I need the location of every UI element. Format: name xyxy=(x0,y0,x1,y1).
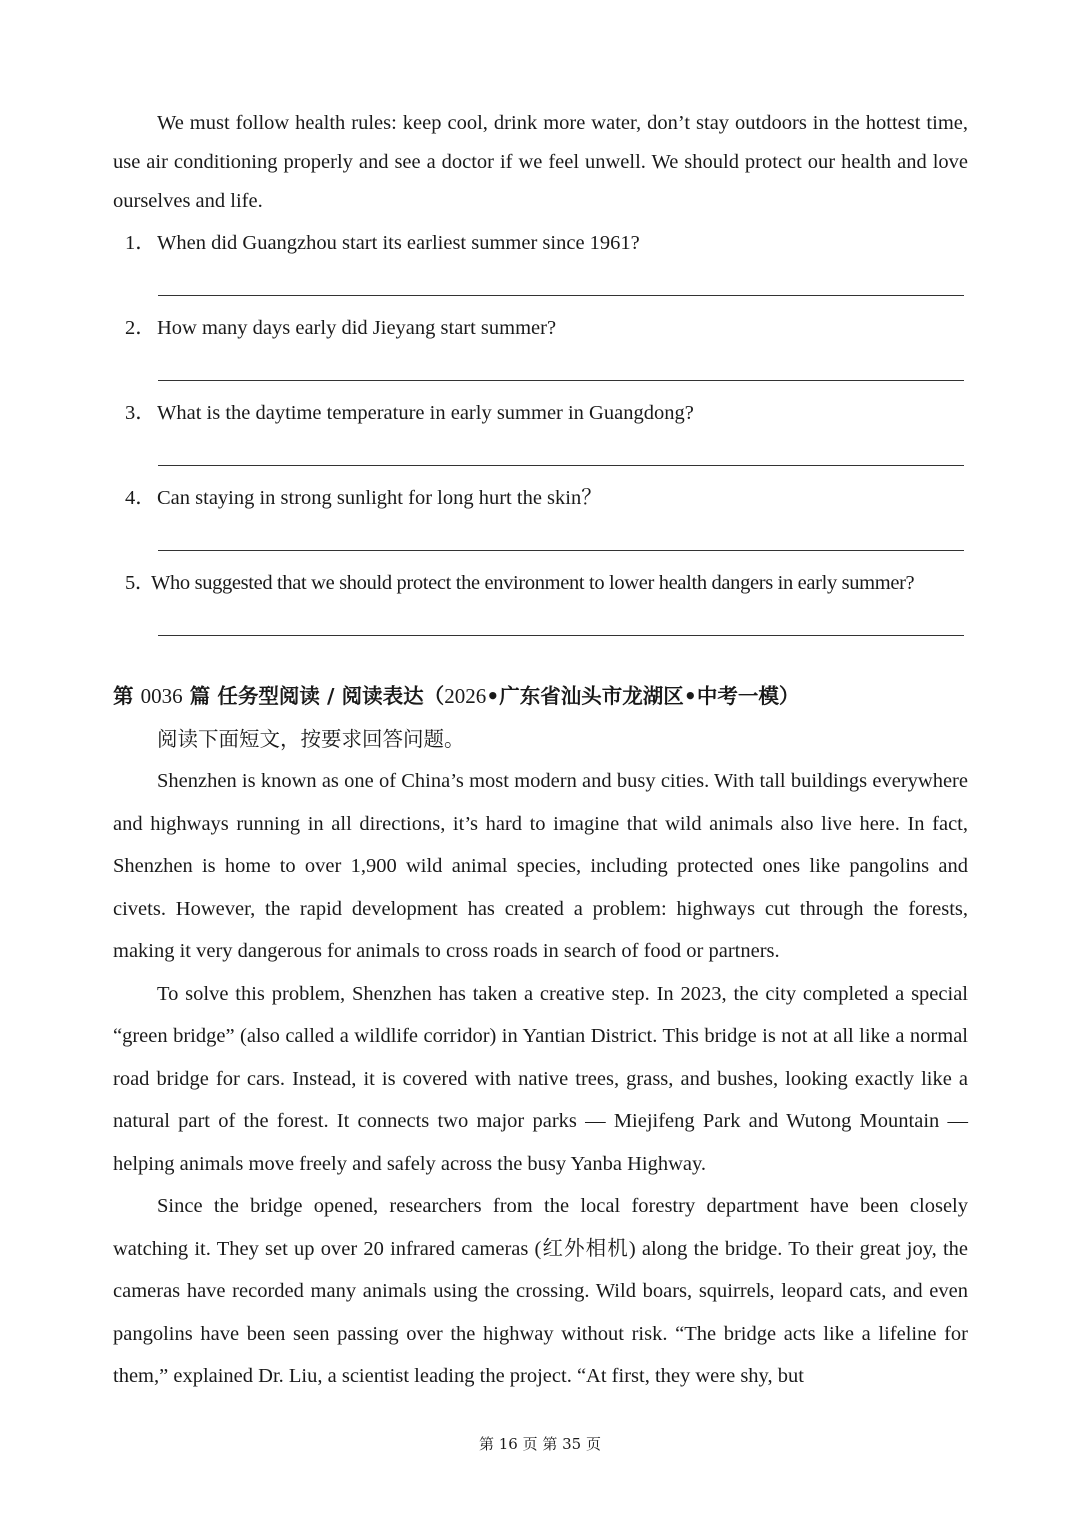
answer-line-1[interactable] xyxy=(158,295,964,296)
question-5 xyxy=(125,568,914,598)
answer-line-5[interactable] xyxy=(158,635,964,636)
answer-line-2[interactable] xyxy=(158,380,964,381)
question-4 xyxy=(125,483,602,513)
question-number: 4． xyxy=(125,487,156,509)
question-1 xyxy=(125,228,640,258)
heading-prefix: 第 xyxy=(113,684,134,708)
question-2 xyxy=(125,313,556,343)
intro-paragraph: We must follow health rules: keep cool, drink more water, don’t stay outdoors in the hottest time, use air conditioning properly and see a doctor if we feel unwell. We should protect our health and love ourselves and life. xyxy=(113,112,968,212)
heading-rest: 篇 任务型阅读 / 阅读表达（ xyxy=(189,684,445,708)
question-number: 5． xyxy=(125,572,156,594)
question-number: 3． xyxy=(125,402,156,424)
passage-paragraph-2: To solve this problem, Shenzhen has taken a creative step. In 2023, the city completed a special “green bridge” (also called a wildlife corridor) in Yantian District. This bridge is not at all like a normal road bridge for cars. Instead, it is covered with native trees, grass, and bushes, looking exactly like a natural part of the forest. It connects two major parks — Miejifeng Park and Wutong Mountain — helping animals move freely and safely across the busy Yanba Highway. xyxy=(113,982,968,1175)
question-text: Who suggested that we should protect the environment to lower health dangers in early summer? xyxy=(151,572,915,594)
heading-number: 0036 xyxy=(140,684,183,708)
answer-line-4[interactable] xyxy=(158,550,964,551)
question-3 xyxy=(125,398,694,428)
instruction: 阅读下面短文，按要求回答问题。 xyxy=(157,727,465,751)
section-heading xyxy=(113,681,799,711)
passage xyxy=(113,760,968,1398)
question-text: What is the daytime temperature in early summer in Guangdong? xyxy=(157,402,694,424)
passage-paragraph-3: Since the bridge opened, researchers from the local forestry department have been closely watching it. They set up over 20 infrared cameras (红外相机) along the bridge. To their great joy, the cameras have recorded many animals using the crossing. Wild boars, squirrels, leopard cats, and even pangolins have been seen passing over the highway without risk. “The bridge acts like a lifeline for them,” explained Dr. Liu, a scientist leading the project. “At first, they were shy, but xyxy=(113,1195,968,1387)
answer-line-3[interactable] xyxy=(158,465,964,466)
heading-year: 2026 xyxy=(444,684,487,708)
question-number: 1． xyxy=(125,232,156,254)
question-text: Can staying in strong sunlight for long hurt the skin？ xyxy=(157,487,602,509)
question-number: 2． xyxy=(125,317,156,339)
passage-paragraph-1: Shenzhen is known as one of China’s most modern and busy cities. With tall buildings everywhere and highways running in all directions, it’s hard to imagine that wild animals also live here. In fact, Shenzhen is home to over 1,900 wild animal species, including protected ones like pangolins and civets. However, the rapid development has created a problem: highways cut through the forests, making it very dangerous for animals to cross roads in search of food or partners. xyxy=(113,770,968,962)
question-text: How many days early did Jieyang start summer? xyxy=(157,317,557,339)
page-footer: 第 16 页 第 35 页 xyxy=(478,1435,601,1453)
heading-source: •广东省汕头市龙湖区•中考一模） xyxy=(486,684,800,708)
question-text: When did Guangzhou start its earliest summer since 1961? xyxy=(157,232,640,254)
